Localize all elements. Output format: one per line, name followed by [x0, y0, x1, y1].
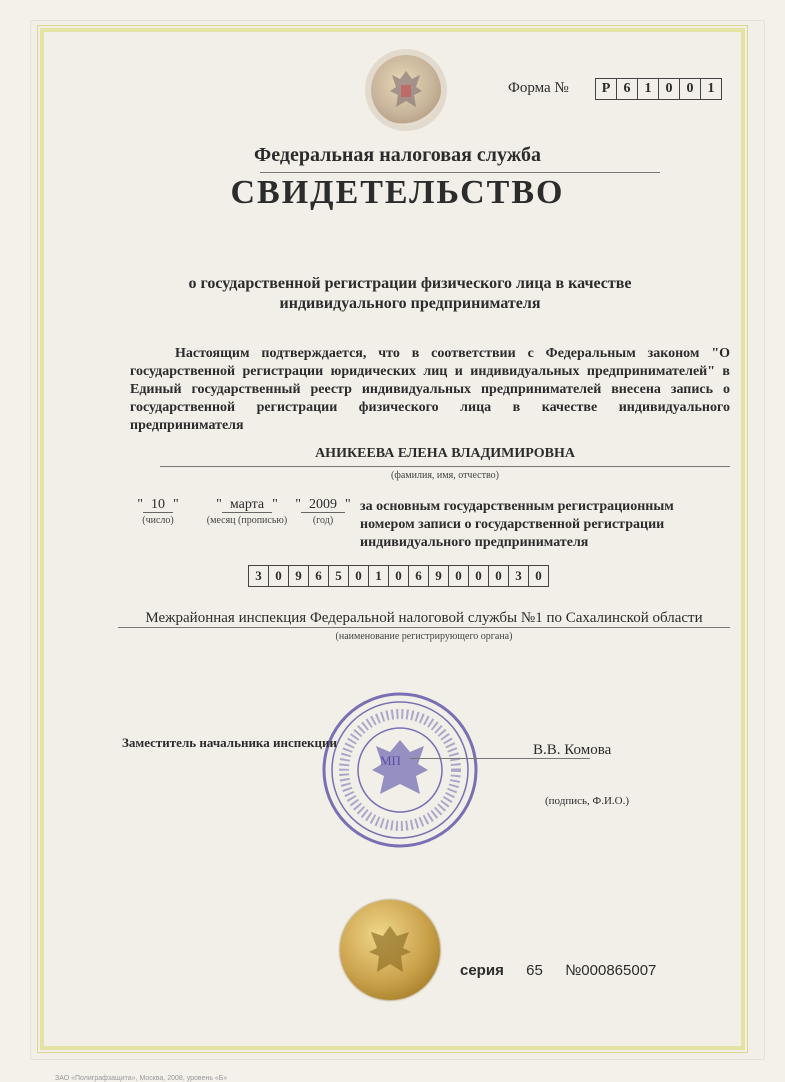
- reg-number-char: 0: [448, 566, 468, 586]
- reg-number-char: 9: [288, 566, 308, 586]
- series-number: [460, 962, 656, 979]
- date-year-value: 2009: [301, 497, 345, 513]
- authority-underline: [118, 627, 730, 628]
- authority-caption: (наименование регистрирующего органа): [335, 631, 513, 642]
- reg-number-char: 1: [368, 566, 388, 586]
- form-code-char: Р: [601, 81, 611, 96]
- series-label: серия: [460, 962, 504, 979]
- stamp-mp-label: МП: [380, 753, 401, 768]
- agency-name: Федеральная налоговая служба: [254, 144, 541, 166]
- name-underline: [160, 466, 730, 467]
- form-number-label: Форма №: [508, 80, 569, 96]
- date-month-caption: (месяц (прописью): [206, 515, 288, 526]
- gold-seal: [340, 900, 440, 1000]
- series-value: 65: [526, 962, 543, 979]
- reg-number-char: 6: [408, 566, 428, 586]
- date-day: " 10 ": [137, 497, 179, 512]
- certificate-number: 000865007: [581, 962, 657, 979]
- eagle-icon: [386, 67, 426, 113]
- registering-authority: Межрайонная инспекция Федеральной налоговой службы №1 по Сахалинской области: [145, 610, 703, 626]
- reg-number-char: 0: [348, 566, 368, 586]
- reg-number-char: 0: [468, 566, 488, 586]
- document-subtitle: о государственной регистрации физического лица в качестве индивидуального предпринимателя: [188, 275, 632, 312]
- registration-number-description: за основным государственным регистрационным номером записи о государственной регистрации индивидуального предпринимателя: [360, 499, 674, 550]
- signer-title: Заместитель начальника инспекции: [122, 735, 337, 750]
- reg-number-char: 0: [488, 566, 508, 586]
- coat-of-arms-hologram: [371, 55, 441, 125]
- date-month-value: марта: [222, 497, 272, 513]
- reg-number-char: 0: [388, 566, 408, 586]
- reg-number-char: 5: [328, 566, 348, 586]
- form-code-char: 0: [658, 79, 679, 99]
- signer-name: В.В. Комова: [533, 742, 612, 758]
- eagle-icon: [365, 922, 415, 978]
- form-code-char: 6: [616, 79, 637, 99]
- reg-number-char: 3: [255, 568, 262, 583]
- reg-number-char: 3: [508, 566, 528, 586]
- reg-number-char: 6: [308, 566, 328, 586]
- official-stamp: [320, 690, 480, 850]
- date-month: " марта ": [216, 497, 278, 512]
- printer-note: ЗАО «Полиграфзащита», Москва, 2008, уровень «Б»: [55, 1075, 228, 1082]
- entrepreneur-name: АНИКЕЕВА ЕЛЕНА ВЛАДИМИРОВНА: [315, 446, 575, 461]
- document-title: СВИДЕТЕЛЬСТВО: [230, 174, 565, 211]
- form-code-char: 1: [637, 79, 658, 99]
- reg-number-char: 0: [268, 566, 288, 586]
- registration-number-boxes: [248, 565, 549, 587]
- form-code-char: 0: [679, 79, 700, 99]
- certificate-document: [30, 20, 765, 1082]
- statement-text: Настоящим подтверждается, что в соответствии с Федеральным законом "О государственной регистрации юридических лиц и индивидуальных предпринимателей" в Единый государственный реестр индивидуальных предпринимателей внесена запись о государственной регистрации физического лица в качестве индивидуального предпринимателя: [130, 346, 730, 433]
- divider: [260, 172, 660, 173]
- number-label: №: [565, 962, 582, 979]
- date-year: " 2009 ": [295, 497, 351, 512]
- date-day-value: 10: [143, 497, 173, 513]
- reg-number-char: 0: [528, 566, 548, 586]
- date-year-caption: (год): [312, 515, 334, 526]
- form-number-boxes: [595, 78, 722, 100]
- form-code-char: 1: [700, 79, 721, 99]
- signature-caption: (подпись, Ф.И.О.): [545, 795, 629, 807]
- name-caption: (фамилия, имя, отчество): [391, 470, 499, 481]
- date-day-caption: (число): [142, 515, 174, 526]
- reg-number-char: 9: [428, 566, 448, 586]
